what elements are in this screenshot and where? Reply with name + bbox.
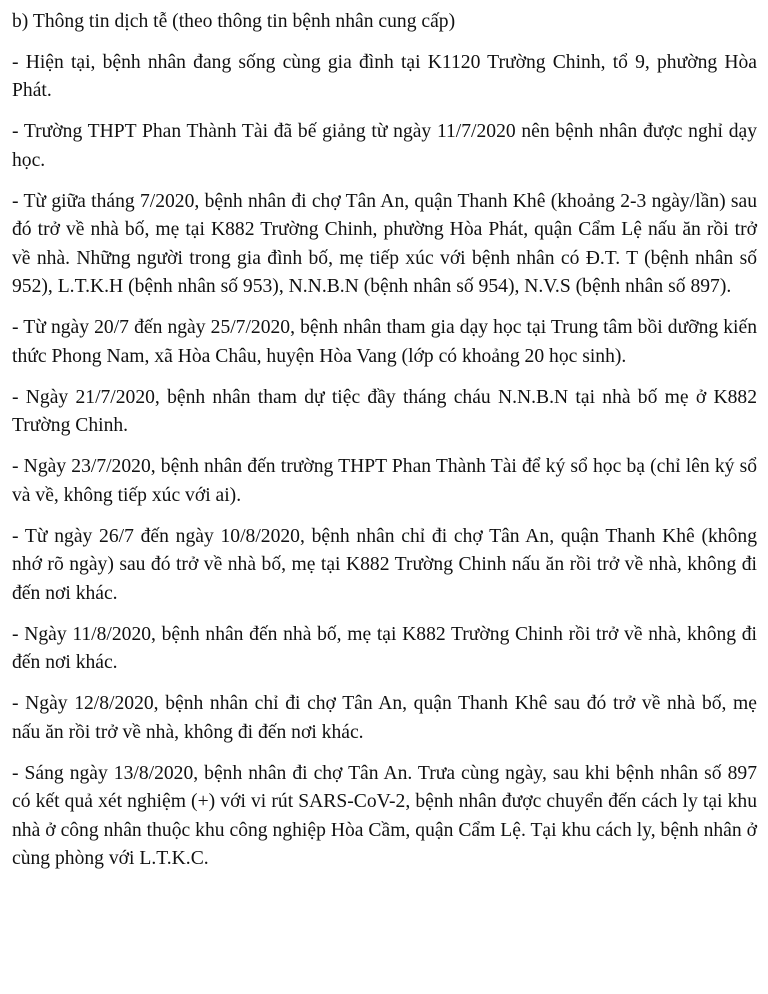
document-body: [12, 8, 757, 874]
paragraph-late-july-market: - Từ ngày 26/7 đến ngày 10/8/2020, bệnh nhân chỉ đi chợ Tân An, quận Thanh Khê (không nhớ rõ ngày) sau đó trở về nhà bố, mẹ tại K882 Trường Chinh nấu ăn rồi trở về nhà, không đi đến nơi khác.: [12, 525, 757, 604]
paragraph-current-residence: - Hiện tại, bệnh nhân đang sống cùng gia đình tại K1120 Trường Chinh, tổ 9, phường Hòa Phát.: [12, 51, 757, 101]
paragraph-teaching-center: - Từ ngày 20/7 đến ngày 25/7/2020, bệnh nhân tham gia dạy học tại Trung tâm bồi dưỡng kiến thức Phong Nam, xã Hòa Châu, huyện Hòa Vang (lớp có khoảng 20 học sinh).: [12, 317, 757, 367]
paragraph-party: - Ngày 21/7/2020, bệnh nhân tham dự tiệc đầy tháng cháu N.N.B.N tại nhà bố mẹ ở K882 Trường Chinh.: [12, 386, 757, 436]
paragraph-market-visits: - Từ giữa tháng 7/2020, bệnh nhân đi chợ Tân An, quận Thanh Khê (khoảng 2-3 ngày/lần) sau đó trở về nhà bố, mẹ tại K882 Trường Chinh, phường Hòa Phát, quận Cẩm Lệ nấu ăn rồi trở về nhà. Những người trong gia đình bố, mẹ tiếp xúc với bệnh nhân có Đ.T. T (bệnh nhân số 952), L.T.K.H (bệnh nhân số 953), N.N.B.N (bệnh nhân số 954), N.V.S (bệnh nhân số 897).: [12, 190, 757, 297]
paragraph-school-visit: - Ngày 23/7/2020, bệnh nhân đến trường THPT Phan Thành Tài để ký sổ học bạ (chỉ lên ký sổ và về, không tiếp xúc với ai).: [12, 456, 757, 506]
paragraph-aug-12: - Ngày 12/8/2020, bệnh nhân chỉ đi chợ Tân An, quận Thanh Khê sau đó trở về nhà bố, mẹ nấu ăn rồi trở về nhà, không đi đến nơi khác.: [12, 693, 757, 743]
paragraph-aug-13-isolation: - Sáng ngày 13/8/2020, bệnh nhân đi chợ Tân An. Trưa cùng ngày, sau khi bệnh nhân số 897 có kết quả xét nghiệm (+) với vi rút SARS-CoV-2, bệnh nhân được chuyển đến cách ly tại khu nhà ở công nhân thuộc khu công nghiệp Hòa Cầm, quận Cẩm Lệ. Tại khu cách ly, bệnh nhân ở cùng phòng với L.T.K.C.: [12, 762, 757, 869]
section-heading: b) Thông tin dịch tễ (theo thông tin bệnh nhân cung cấp): [12, 11, 456, 32]
paragraph-school-closing: - Trường THPT Phan Thành Tài đã bế giảng từ ngày 11/7/2020 nên bệnh nhân được nghỉ dạy học.: [12, 121, 757, 171]
paragraph-aug-11: - Ngày 11/8/2020, bệnh nhân đến nhà bố, mẹ tại K882 Trường Chinh rồi trở về nhà, không đi đến nơi khác.: [12, 623, 757, 673]
